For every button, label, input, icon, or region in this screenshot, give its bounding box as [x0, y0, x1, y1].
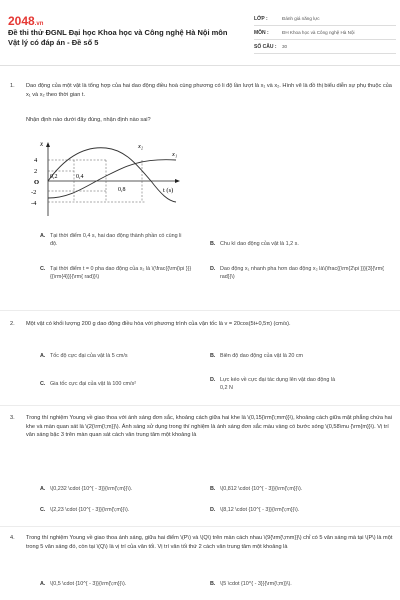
curve-x1-label: x₁ [172, 151, 178, 158]
x-axis-arrow [175, 179, 180, 183]
option-text: Lực kéo về cực đại tác dụng lên vật dao động là 0,2 N [220, 377, 336, 391]
meta-value: Đánh giá năng lực [282, 16, 320, 21]
y-tick-4: 4 [34, 157, 38, 164]
logo-suffix: .vn [34, 21, 44, 27]
question-number: 4. [10, 535, 15, 541]
option-text: Gia tốc cực đại của vật là 100 cm/s² [50, 381, 137, 387]
option-text: \(8,12 \cdot {10^{ - 3}}{\rm{\;m}}\). [220, 507, 300, 513]
option-letter: B. [210, 353, 216, 359]
q1-option-d[interactable] [210, 265, 390, 281]
question-divider [0, 310, 400, 311]
meta-row-count [254, 40, 396, 54]
meta-key: SỐ CÂU : [254, 43, 277, 50]
question-number: 2. [10, 321, 15, 327]
option-text: Chu kì dao động của vật là 1,2 s. [220, 241, 299, 247]
option-letter: B. [210, 581, 216, 587]
option-text: Dao động x₁ nhanh pha hơn dao động x₂ là\(\frac{{\rm{2\pi }}}{3}{\rm{ rad}}\) [220, 266, 384, 280]
meta-value: 30 [282, 44, 288, 49]
question-number: 1. [10, 83, 15, 89]
question-divider [0, 526, 400, 527]
y-axis-arrow [46, 142, 50, 147]
question-text: Trong thí nghiệm Young về giao thoa ánh sáng, giữa hai điểm \(P\) và \(Q\) trên màn cách nhau \(9{\rm{\;mm}}\) chỉ có 5 vân sáng mà tại \(P\) là một trong 5 vân sáng đó, còn tại \(Q\) là vị trí của vân tối. Vị trí vân tối thứ 2 cách vân trung tâm một khoảng là [26, 535, 393, 550]
t-label-0-2: 0,2 [50, 174, 58, 180]
option-text: Tốc độ cực đại của vật là 5 cm/s [50, 353, 128, 359]
option-letter: C. [40, 266, 46, 272]
q3-option-d[interactable] [210, 506, 390, 514]
curve-x2 [48, 148, 176, 202]
y-tick-2: 2 [34, 168, 38, 175]
q3-option-c[interactable] [40, 506, 200, 514]
question-1-ask [10, 116, 394, 125]
option-letter: A. [40, 233, 46, 239]
option-text: Tại thời điểm 0,4 s, hai dao động thành phần có cùng li độ. [50, 233, 182, 247]
meta-value: ĐH Khoa học và Công nghệ Hà Nội [282, 30, 355, 35]
y-axis-label: x [40, 140, 44, 148]
q1-option-c[interactable] [40, 265, 200, 281]
option-letter: C. [40, 381, 46, 387]
option-text: \(0,5 \cdot {10^{ - 3}}{\rm{\;m}}\). [50, 581, 127, 587]
option-letter: A. [40, 353, 46, 359]
question-3 [10, 414, 394, 440]
question-number: 3. [10, 415, 15, 421]
meta-row-class [254, 12, 396, 26]
t-label-0-8: 0,8 [118, 187, 126, 193]
option-text: \(0,232 \cdot {10^{ - 3}}{\rm{\;m}}\). [50, 486, 133, 492]
q2-option-d[interactable] [210, 376, 340, 392]
q3-option-a[interactable] [40, 485, 200, 493]
question-1 [10, 82, 394, 99]
question-4 [10, 534, 394, 551]
question-text: Trong thí nghiệm Young về giao thoa với ánh sáng đơn sắc, khoảng cách giữa hai khe là \(0,15{\rm{\;mm}}\), khoảng cách giữa mặt phẳng chứa hai khe và màn quan sát là \(2{\rm{\;m}}\). Ánh sáng sử dụng trong thí nghiệm là ánh sáng đơn sắc màu vàng có bước sóng \(0,58\mu {\rm{m}}\). Vị trí vân sáng bậc 3 trên màn quan sát cách vân trung tâm một khoảng là [26, 415, 393, 438]
option-text: \(5 \cdot {10^{ - 3}}{\rm{\;m}}\). [220, 581, 292, 587]
option-letter: A. [40, 581, 46, 587]
question-divider [0, 405, 400, 406]
q1-option-b[interactable] [210, 240, 390, 248]
meta-key: MÔN : [254, 29, 269, 36]
curve-x2-label: x₂ [138, 143, 144, 150]
origin-label: O [34, 179, 40, 186]
meta-key: LỚP : [254, 15, 268, 22]
q2-option-a[interactable] [40, 352, 200, 360]
option-letter: C. [40, 507, 46, 513]
q4-option-b[interactable] [210, 580, 390, 588]
question-2 [10, 320, 394, 329]
option-letter: D. [210, 377, 216, 383]
option-letter: D. [210, 507, 216, 513]
site-logo[interactable] [8, 14, 43, 28]
q2-option-b[interactable] [210, 352, 390, 360]
option-letter: A. [40, 486, 46, 492]
q3-option-b[interactable] [210, 485, 390, 493]
question-text: Dao động của một vật là tổng hợp của hai dao động điều hoà cùng phương có li độ lần lượt là x₁ và x₂. Hình vẽ là đồ thị biểu diễn sự phụ thuộc của x₁ và x₂ theo thời gian t. [26, 83, 392, 98]
option-letter: D. [210, 266, 216, 272]
question-text: Một vật có khối lượng 200 g dao động điều hòa với phương trình của vận tốc là v = 20cos(5t+0,5π) (cm/s). [26, 321, 291, 327]
oscillation-graph [26, 136, 194, 218]
x-axis-label: t (s) [163, 187, 174, 194]
question-ask: Nhận định nào dưới đây đúng, nhận định nào sai? [26, 117, 151, 123]
page-title: Đề thi thử ĐGNL Đại học Khoa học và Công nghệ Hà Nội môn Vật lý có đáp án - Đề số 5 [8, 28, 228, 47]
meta-row-subject [254, 26, 396, 40]
q2-option-c[interactable] [40, 380, 200, 388]
t-label-0-4: 0,4 [76, 174, 84, 180]
q4-option-a[interactable] [40, 580, 200, 588]
option-letter: B. [210, 486, 216, 492]
logo-text: 2048 [8, 14, 35, 28]
y-tick-neg4: -4 [31, 200, 37, 207]
option-letter: B. [210, 241, 216, 247]
exam-meta [254, 12, 396, 54]
option-text: \(2,23 \cdot {10^{ - 3}}{\rm{\;m}}\). [50, 507, 130, 513]
option-text: \(0,812 \cdot {10^{ - 3}}{\rm{\;m}}\). [220, 486, 303, 492]
y-tick-neg2: -2 [31, 189, 37, 196]
option-text: Biên độ dao động của vật là 20 cm [220, 353, 304, 359]
option-text: Tại thời điểm t = 0 pha dao động của x₂ là \(\frac{{\rm{\pi }}}{{\rm{4}}}{\rm{ rad}}\) [50, 266, 192, 280]
q1-option-a[interactable] [40, 232, 190, 248]
header-divider [0, 65, 400, 66]
curve-x1 [48, 160, 176, 198]
